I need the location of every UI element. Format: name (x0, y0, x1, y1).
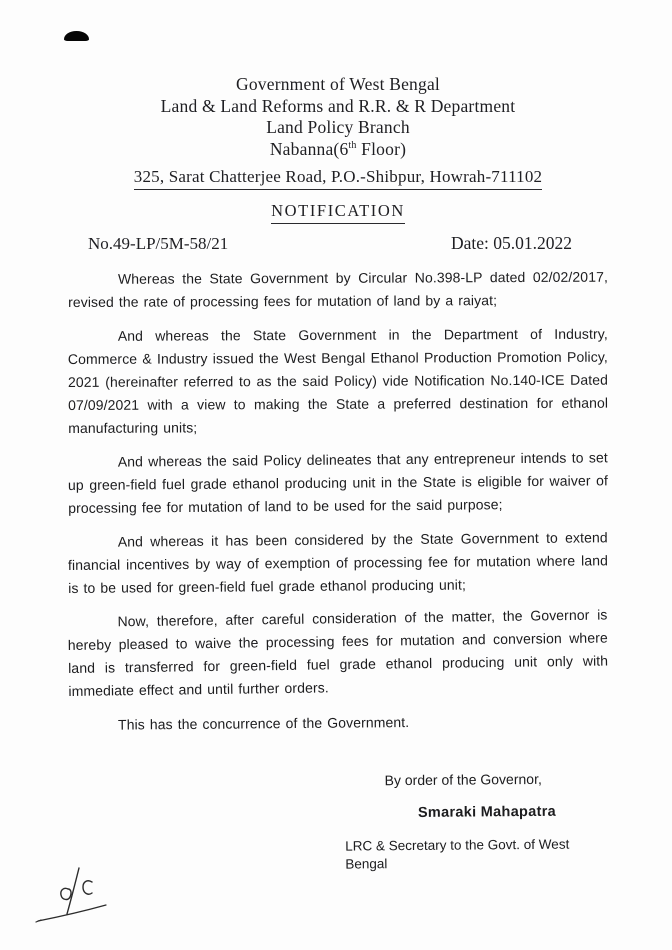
notification-title (68, 201, 608, 224)
paragraph-governor-waiver: Now, therefore, after careful consideration of the matter, the Governor is hereby pleased to waive the processing fees for mutation and conversion where land is transferred for green-field fuel grade ethanol producing unit only with immediate effect and until further orders. (67, 606, 609, 699)
header-building-line (68, 139, 608, 161)
nabanna-prefix: Nabanna(6 (269, 138, 349, 159)
notification-title-text: NOTIFICATION (271, 201, 405, 224)
by-order-line: By order of the Governor, (384, 770, 542, 789)
paragraph-policy-delineates: And whereas the said Policy delineates that any entrepreneur intends to set up green-field fuel grade ethanol producing unit in the State is eligible for waiver of processing fee for mutation of land to be used for the said purpose; (67, 449, 609, 516)
ordinal-superscript: th (348, 139, 357, 151)
signatory-name: Smaraki Mahapatra (417, 803, 557, 821)
header-branch-line: Land Policy Branch (266, 117, 410, 137)
paragraph-concurrence: This has the concurrence of the Government. (117, 714, 410, 733)
header-department-line: Land & Land Reforms and R.R. & R Department (160, 95, 516, 116)
nabanna-suffix: Floor) (356, 138, 407, 159)
paragraph-financial-incentives: And whereas it has been considered by the State Government to extend financial incentives by way of exemption of processing fee for mutation where land is to be used for green-field fuel grade ethanol producing unit; (67, 529, 609, 596)
reference-row (68, 233, 608, 254)
signature-block (68, 769, 609, 876)
handwritten-oc-strokes (28, 858, 138, 930)
document-header (68, 74, 608, 160)
memo-number: No.49-LP/5M-58/21 (88, 234, 229, 253)
notification-date: Date: 05.01.2022 (450, 233, 572, 253)
handwritten-oc-mark (28, 858, 138, 930)
office-address-text: 325, Sarat Chatterjee Road, P.O.-Shibpur, Howrah-711102 (134, 167, 543, 190)
office-address-line (68, 167, 608, 190)
paragraph-ethanol-policy: And whereas the State Government in the Department of Industry, Commerce & Industry issued the West Bengal Ethanol Production Promotion Policy, 2021 (hereinafter referred to as the said Policy) vide Notification No.140-ICE Dated 07/09/2021 with a view to making the State a preferred destination for ethanol manufacturing units; (67, 325, 609, 436)
header-government-line: Government of West Bengal (236, 74, 440, 94)
scan-artifact-mark-icon (64, 31, 89, 41)
signatory-designation: LRC & Secretary to the Govt. of West Bengal (345, 836, 570, 872)
paragraph-whereas-circular: Whereas the State Government by Circular No.398-LP dated 02/02/2017, revised the rate of processing fees for mutation of land by a raiyat; (68, 268, 608, 310)
notification-body (68, 268, 608, 737)
